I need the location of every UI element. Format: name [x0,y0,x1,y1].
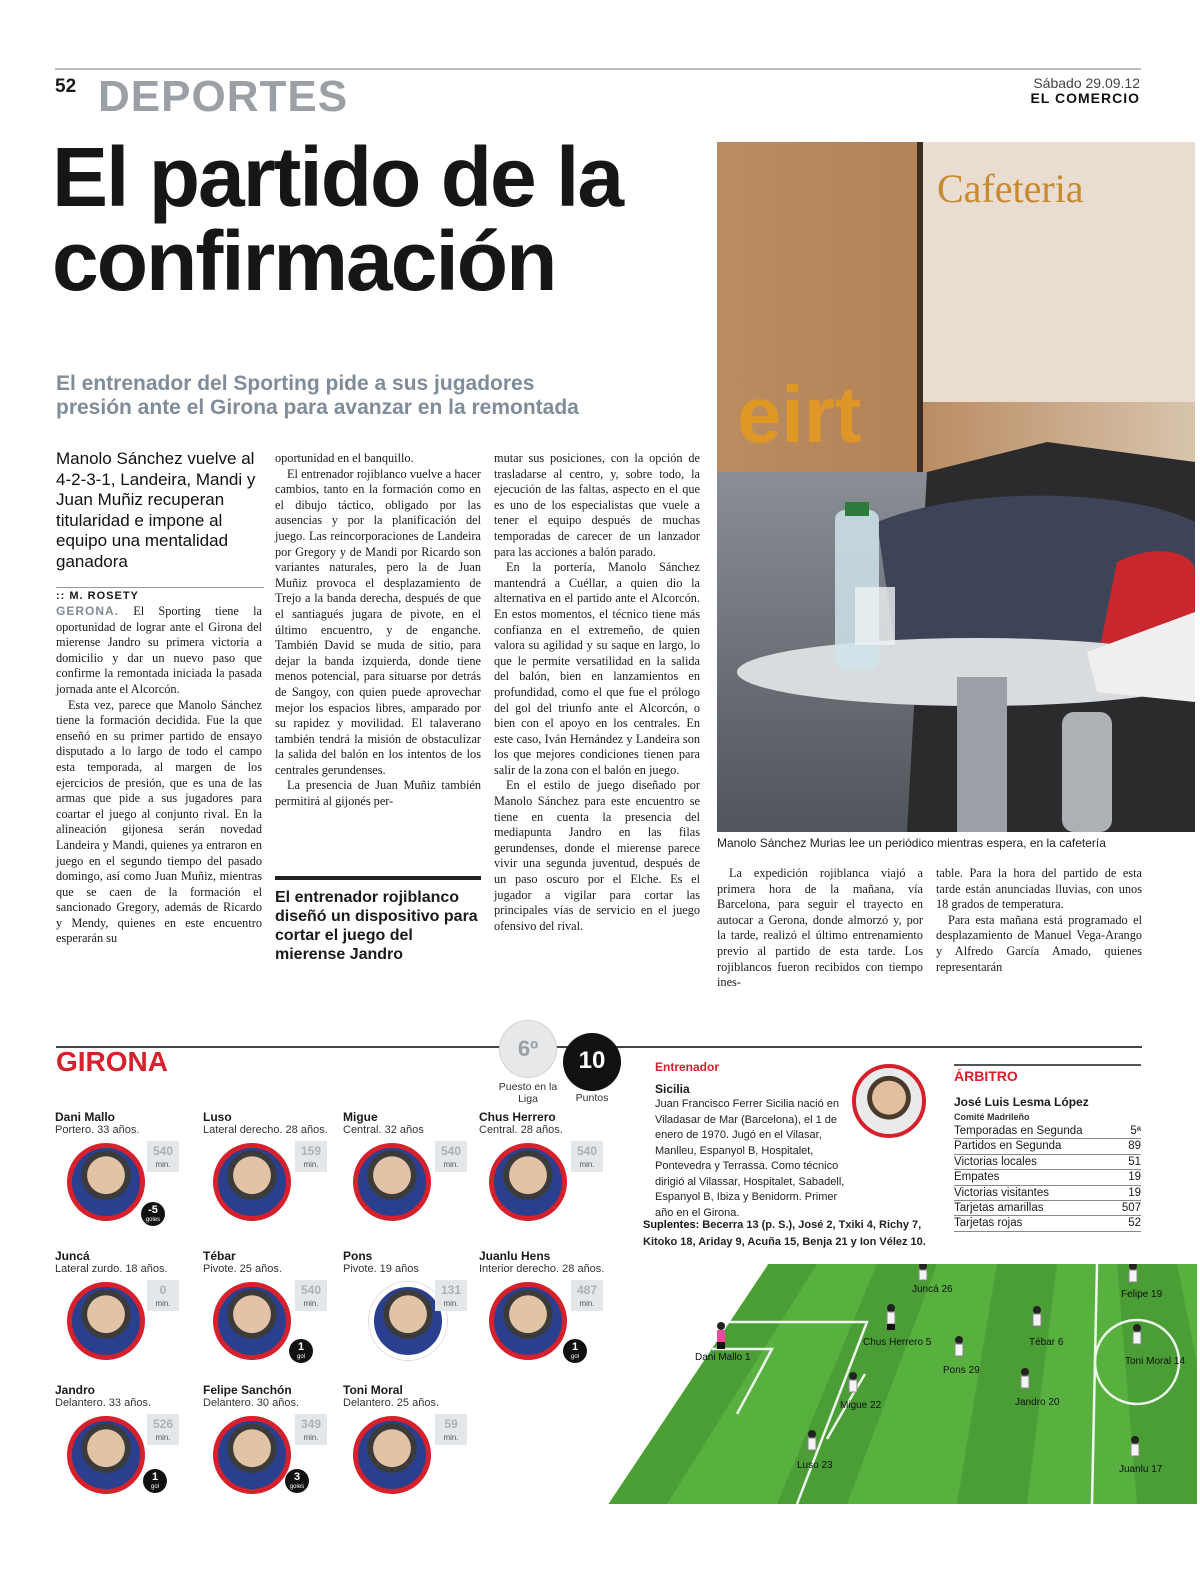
minutes-box [147,1141,179,1172]
paragraph: Esta vez, parece que Manolo Sánchez tiene la formación decidida. Fue la que enseñó en su primer partido de ensayo disputado a lo largo de todo el campo esta temporada, al margen de los ejercicios de presión, que es una de las armas que pide a sus jugadores para coartar el juego al conjunto rival. En la alineación gijonesa serán novedad Landeira y Mandi, quienes ya entraron en juego en el segundo tiempo del pasado domingo, así como Juan Muñiz, mientras que se caen de la formación el sancionado Gregory, además de Ricardo y Mendy, quienes en este encuentro esperarán su [56,697,262,946]
headline [52,130,712,308]
lineup-player: Juanlu 17 [1119,1464,1163,1475]
minutes-box [435,1280,467,1311]
newspaper-name: EL COMERCIO [1030,90,1140,106]
referee-committee: Comité Madrileño [954,1112,1030,1122]
headline-line-2: confirmación [52,214,556,308]
paragraph-text: El Sporting tiene la oportunidad de lograr ante el Girona del mierense Jandro su primera victoria a domicilio y dar un nuevo paso que confirme la remontada iniciada la pasada jornada ante el Alcorcón. [56,604,262,696]
article-photo [717,142,1195,832]
player-info: Delantero. 33 años. [55,1397,152,1409]
player-photo [67,1416,145,1494]
body-column-2 [275,451,481,810]
stat-label: Victorias visitantes [954,1186,1050,1199]
stat-label: Empates [954,1171,1000,1184]
player-photo [67,1282,145,1360]
minutes-unit: min. [443,1299,459,1308]
paragraph: La presencia de Juan Muñiz también permitirá al gijonés per- [275,778,481,809]
player-photo [213,1282,291,1360]
player-info: Pivote. 25 años. [203,1263,282,1275]
top-rule [55,68,1141,70]
team-name: GIRONA [56,1046,168,1077]
headline-line-1: El partido de la [52,130,623,224]
paragraph: Para esta mañana está programado el desplazamiento de Manuel Vega-Arango y Alfredo García Amado, quienes representarán [936,912,1142,974]
player-figure [1021,1368,1029,1388]
page-number: 52 [55,76,77,97]
minutes-unit: min. [443,1160,459,1169]
subheadline-line-2: presión ante el Girona para avanzar en la remontada [56,396,579,419]
stat-label: Partidos en Segunda [954,1140,1062,1153]
stat-label: Victorias locales [954,1155,1037,1168]
points-label: Puntos [575,1092,609,1104]
stat-row [954,1170,1141,1185]
stat-label: Tarjetas rojas [954,1217,1023,1230]
player-figure [919,1264,927,1280]
lineup-player: Dani Mallo 1 [695,1352,751,1363]
stat-row [954,1186,1141,1201]
player-card [343,1249,483,1369]
player-info: Central. 28 años. [479,1124,563,1136]
player-card [203,1383,343,1503]
lineup-figures [607,1264,1197,1504]
player-card [55,1110,195,1230]
lineup-player: Tébar 6 [1029,1337,1064,1348]
player-info: Central. 32 años [343,1124,424,1136]
player-name: Toni Moral [343,1383,403,1397]
stat-value: 52 [1128,1217,1141,1230]
minutes-unit: min. [155,1160,171,1169]
paragraph [56,604,262,698]
lineup-player: Chus Herrero 5 [863,1337,932,1348]
dateline-place: GERONA. [56,604,120,618]
minutes-unit: min. [303,1433,319,1442]
goals-badge [285,1469,309,1493]
minutes-box [571,1280,603,1311]
coach-title: Entrenador [655,1060,720,1074]
stat-label: Temporadas en Segunda [954,1125,1083,1137]
paragraph: mutar sus posiciones, con la opción de trasladarse al centro, y, sobre todo, la ejecución de las faltas, aspecto en el que es uno de los especialistas que vuele a tener el equipo después de muchas temporadas de carecer de un lanzador para las acciones a balón parado. [494,451,700,559]
player-info: Delantero. 30 años. [203,1397,300,1409]
stat-value: 19 [1128,1186,1141,1199]
player-card [343,1110,483,1230]
photo-caption: Manolo Sánchez Murias lee un periódico mientras espera, en la cafetería [717,836,1106,850]
minutes-box [147,1280,179,1311]
referee-name: José Luis Lesma López [954,1095,1089,1109]
league-position-badge: 6º [499,1020,557,1078]
substitutes-list: Becerra 13 (p. S.), José 2, Txiki 4, Richy 7, Kitoko 18, Ariday 9, Acuña 15, Benja 21 y Ion Vélez 10. [643,1219,926,1248]
player-info: Lateral derecho. 28 años. [203,1124,328,1136]
body-column-1 [56,604,262,947]
player-name: Tébar [203,1249,236,1263]
player-name: Jandro [55,1383,96,1397]
goals-badge [141,1202,165,1226]
section-title: DEPORTES [98,72,349,121]
paragraph: En el estilo de juego diseñado por Manolo Sánchez para este encuentro se tiene en cuenta la presencia del mediapunta Jandro en las filas gerundenses, donde el mierense parece vivir una segunda juventud, después de un paso oscuro por el Elche. Es el jugador a vigilar para cortar las principales vías de servicio en el juego ofensivo del rival. [494,778,700,933]
referee-stats [954,1124,1141,1232]
minutes-value: 131 [440,1283,462,1297]
lineup-player: Luso 23 [797,1460,833,1471]
minutes-value: 349 [300,1417,322,1431]
player-name: Pons [343,1249,373,1263]
goals-unit: gol [150,1484,159,1490]
player-photo [353,1143,431,1221]
paragraph: En la portería, Manolo Sánchez mantendrá a Cuéllar, a quien dio la alternativa en el partido ante el Alcorcón. En estos momentos, el técnico tiene más confianza en el extremeño, de quien valora su agilidad y su saque en largo, lo que le permite versatilidad en la salida del balón, bien en lanzamientos en profundidad, como el que fue el prólogo del gol del triunfo ante el Alcorcón, o bien con el apoyo en los centrales. En este caso, Iván Hernández y Landeira son los que mejores condiciones tienen para salir de la zona con el balón en juego. [494,560,700,777]
goals-value: -5 [148,1204,158,1216]
subheadline-line-1: El entrenador del Sporting pide a sus jugadores [56,372,535,395]
minutes-unit: min. [155,1299,171,1308]
player-name: Migue [343,1110,378,1124]
lineup-player: Jandro 20 [1015,1397,1060,1408]
minutes-box [435,1141,467,1172]
player-info: Portero. 33 años. [55,1124,140,1136]
player-photo [489,1143,567,1221]
minutes-box [295,1141,327,1172]
minutes-value: 540 [152,1144,174,1158]
goals-value: 3 [293,1471,301,1483]
player-info: Pivote. 19 años [343,1263,419,1275]
lineup-player: Toni Moral 14 [1125,1356,1186,1367]
lede: Manolo Sánchez vuelve al 4-2-3-1, Landeira, Mandi y Juan Muñiz recuperan titularidad e impone al equipo una mentalidad ganadora [56,449,256,571]
player-figure [955,1336,963,1356]
goals-value: 1 [571,1341,579,1353]
paragraph: El entrenador rojiblanco vuelve a hacer cambios, tanto en la formación como en el dibujo táctico, obligado por las ausencias y por la planificación del juego. Las reincorporaciones de Landeira por Gregory y de Mandi por Ricardo son variantes naturales, pero la de Juan Muñiz provoca el desplazamiento de Trejo a la banda derecha, después de que el santiagués jugara de pivote, en el último encuentro, y de enganche. También David se muda de sitio, para dejar la banda izquierda, donde tiene menos potencial, para situarse por detrás de Sangoy, con quien puede aprovechar mejor los espacios libres, amparado por su rapidez y movilidad. El talaverano también tendrá la misión de obstaculizar la salida del balón en los intentos de los centrales gerundenses. [275,466,481,777]
stat-value: 19 [1128,1171,1141,1184]
photo-sign-text: Cafeteria [937,166,1084,211]
minutes-value: 540 [576,1144,598,1158]
minutes-value: 487 [576,1283,598,1297]
lineup-player: Felipe 19 [1121,1289,1163,1300]
body-column-5 [936,866,1142,975]
minutes-box [435,1414,467,1445]
lineup-player: Juncá 26 [912,1284,953,1295]
referee-title: ÁRBITRO [954,1064,1141,1084]
minutes-box [571,1141,603,1172]
substitutes-label: Suplentes: [643,1219,700,1231]
player-card [55,1383,195,1503]
player-card [203,1249,343,1369]
minutes-value: 540 [440,1144,462,1158]
coach-photo [852,1064,926,1138]
player-info: Lateral zurdo. 18 años. [55,1263,168,1275]
stat-label: Tarjetas amarillas [954,1201,1044,1214]
stat-row [954,1155,1141,1170]
player-card [479,1110,629,1230]
minutes-unit: min. [303,1160,319,1169]
stat-value: 51 [1128,1155,1141,1168]
photo-illustration [717,142,1195,832]
player-figure [1133,1324,1141,1344]
subheadline [56,372,706,420]
minutes-box [295,1280,327,1311]
player-card [55,1249,195,1369]
photo-wall-text: eirt [737,370,862,459]
player-name: Felipe Sanchón [203,1383,292,1397]
player-info: Interior derecho. 28 años. [479,1263,605,1275]
stat-row [954,1201,1141,1216]
minutes-value: 159 [300,1144,322,1158]
goals-unit: gol [296,1354,305,1360]
lineup-player: Migue 22 [840,1400,882,1411]
stat-value: 507 [1121,1201,1141,1214]
minutes-unit: min. [579,1160,595,1169]
byline: :: M. ROSETY [56,587,264,602]
player-name: Chus Herrero [479,1110,556,1124]
paragraph: La expedición rojiblanca viajó a primera hora de la mañana, vía Barcelona, para seguir el trayecto en autocar a Gerona, donde almorzó y, por la tarde, realizó el último entrenamiento previo al partido de esta tarde. Los rojiblancos fueron recibidos con tiempo ines- [717,866,923,990]
league-position-label: Puesto en la Liga [498,1081,558,1105]
issue-date: Sábado 29.09.12 [1033,75,1140,91]
player-name: Luso [203,1110,232,1124]
goals-badge [289,1339,313,1363]
minutes-unit: min. [443,1433,459,1442]
minutes-value: 540 [300,1283,322,1297]
player-info: Delantero. 25 años. [343,1397,440,1409]
player-figure [1129,1264,1137,1282]
goals-unit: goles [289,1484,305,1490]
goals-value: 1 [297,1341,305,1353]
stat-value: 89 [1128,1140,1141,1153]
lineup-player: Pons 29 [943,1365,980,1376]
player-name: Dani Mallo [55,1110,116,1124]
coach-name: Sicilia [655,1082,690,1096]
substitutes [643,1217,943,1251]
player-figure [849,1372,857,1392]
body-column-3 [494,451,700,934]
minutes-unit: min. [155,1433,171,1442]
minutes-value: 59 [444,1417,458,1431]
minutes-value: 0 [159,1283,167,1297]
pull-quote: El entrenador rojiblanco diseñó un dispositivo para cortar el juego del mierense Jandro [275,876,481,964]
points-badge: 10 [563,1033,621,1091]
player-figure [717,1322,725,1349]
goals-unit: goles [145,1217,161,1223]
player-photo [213,1143,291,1221]
lineup-pitch [607,1264,1197,1504]
body-column-4 [717,866,923,991]
stat-value: 5ª [1130,1125,1141,1137]
player-figure [887,1304,895,1330]
paragraph: table. Para la hora del partido de esta tarde están anunciadas lluvias, con unos 18 grados de temperatura. [936,866,1142,912]
player-photo [67,1143,145,1221]
player-photo [213,1416,291,1494]
goals-badge [563,1339,587,1363]
player-figure [808,1430,816,1450]
stat-row [954,1139,1141,1154]
minutes-box [147,1414,179,1445]
coach-bio: Juan Francisco Ferrer Sicilia nació en Viladasar de Mar (Barcelona), el 1 de enero de 1970. Jugó en el Vilasar, Manlleu, Espanyol B, Hospitalet, Pontevedra y Terrassa. Como técnico dirigió al Vilassar, Hospitalet, Sabadell, Espanyol B, Ibiza y Benidorm. Primer año en el Girona. [655,1098,845,1219]
goals-unit: gol [570,1354,579,1360]
dateline [1030,76,1140,106]
player-card [343,1383,483,1503]
minutes-unit: min. [303,1299,319,1308]
player-card [203,1110,343,1230]
stat-row [954,1216,1141,1231]
stat-row [954,1124,1141,1139]
paragraph: oportunidad en el banquillo. [275,451,414,465]
goals-value: 1 [151,1471,159,1483]
player-name: Juncá [55,1249,90,1263]
minutes-unit: min. [579,1299,595,1308]
goals-badge [143,1469,167,1493]
player-figure [1131,1436,1139,1456]
minutes-value: 526 [152,1417,174,1431]
player-name: Juanlu Hens [479,1249,551,1263]
player-photo [353,1416,431,1494]
minutes-box [295,1414,327,1445]
player-figure [1033,1306,1041,1326]
player-photo [489,1282,567,1360]
